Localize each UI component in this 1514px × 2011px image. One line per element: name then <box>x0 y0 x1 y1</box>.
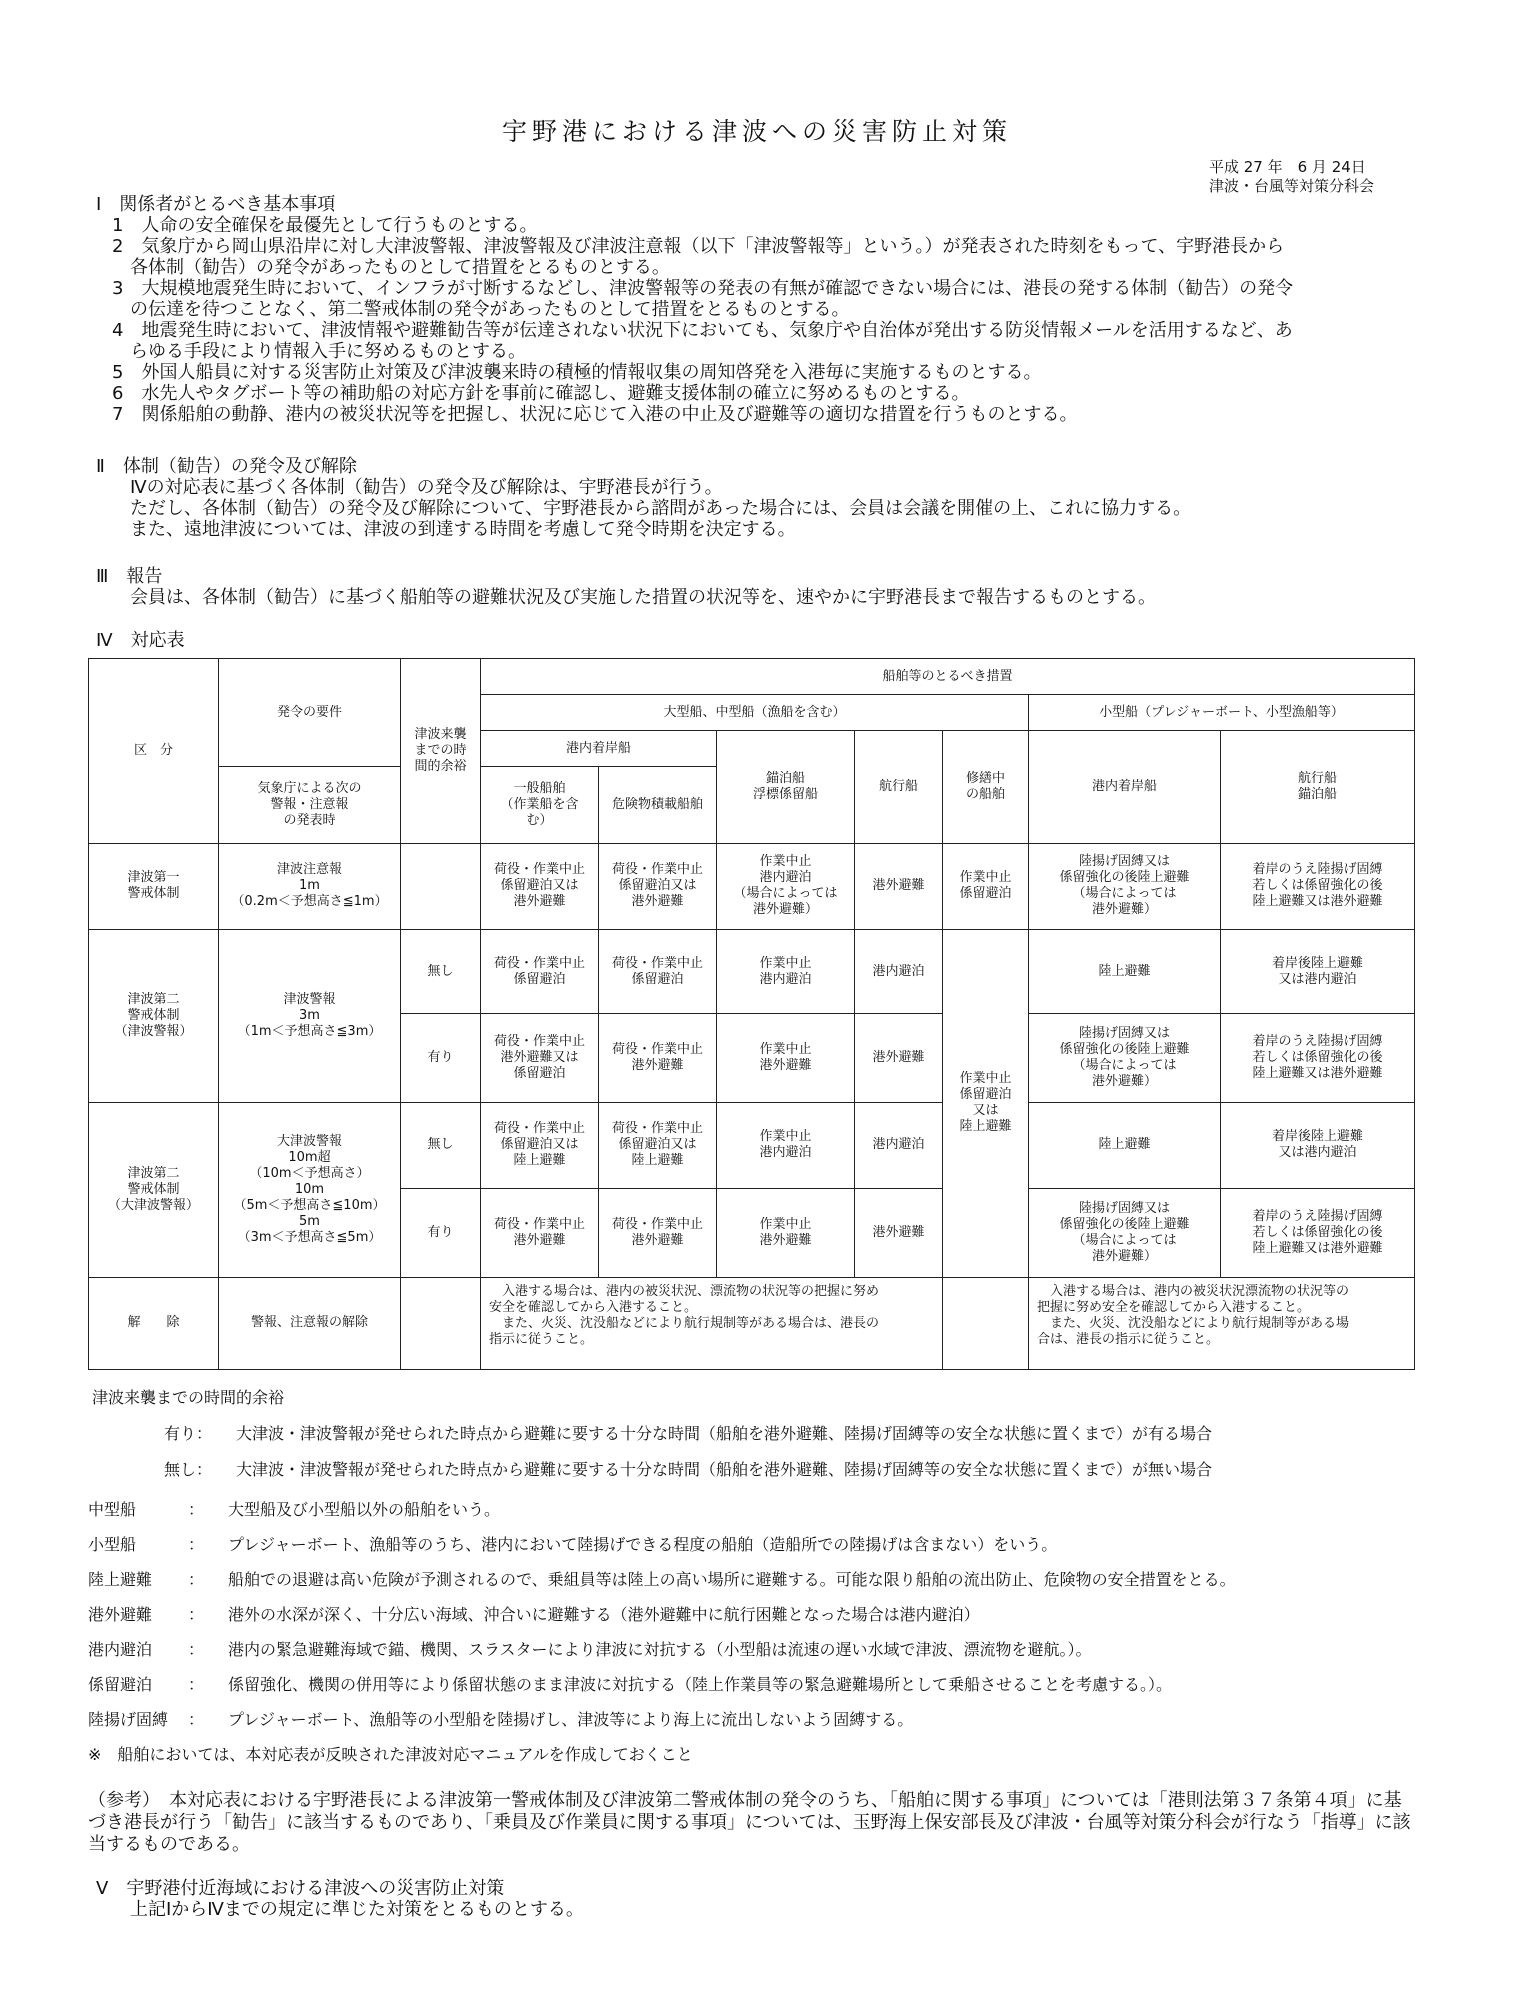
paragraph-line: また、遠地津波については、津波の到達する時間を考慮して発令時期を決定する。 <box>130 519 796 540</box>
row2a-yoyu: 無し <box>401 930 481 1014</box>
list-item: らゆる手段により情報入手に努めるものとする。 <box>112 341 526 362</box>
table-cell: 作業中止 港内避泊 （場合によっては 港外避難） <box>717 843 855 929</box>
list-item: 各体制（勧告）の発令があったものとして措置をとるものとする。 <box>112 257 670 278</box>
header-kiken: 危険物積載船舶 <box>599 767 717 843</box>
table-cell: 荷役・作業中止 係留避泊 <box>599 930 717 1014</box>
table-cell: 作業中止 港内避泊 <box>717 930 855 1014</box>
section-2 <box>96 456 1191 540</box>
definition-colon: ： <box>188 1605 205 1624</box>
definition-desc: プレジャーボート、漁船等のうち、港内において陸揚げできる程度の船舶（造船所での陸揚げは含まない）をいう。 <box>228 1535 1058 1554</box>
margin-ari <box>88 1424 1212 1444</box>
definition-desc: 大型船及び小型船以外の船舶をいう。 <box>228 1500 501 1519</box>
header-shuri: 修繕中 の船舶 <box>943 731 1029 843</box>
issuing-org: 津波・台風等対策分科会 <box>1208 177 1374 195</box>
definition-item <box>88 1710 1236 1745</box>
definition-item <box>88 1500 1236 1535</box>
response-table <box>88 658 1415 1370</box>
definition-term: 港内避泊 <box>88 1640 153 1659</box>
shuri-cell: 作業中止 係留避泊 又は 陸上避難 <box>943 930 1029 1277</box>
table-cell: 港内避泊 <box>855 930 943 1014</box>
issue-info <box>1209 158 1374 196</box>
margin-nashi-text: 大津波・津波警報が発せられた時点から避難に要する十分な時間（船舶を港外避難、陸揚げ固縛等の安全な状態に置くまで）が無い場合 <box>236 1460 1213 1479</box>
table-cell: 荷役・作業中止 係留避泊又は 陸上避難 <box>481 1102 599 1188</box>
table-cell: 荷役・作業中止 係留避泊又は 港外避難 <box>481 843 599 929</box>
definition-item <box>88 1535 1236 1570</box>
definition-desc: 係留強化、機関の併用等により係留状態のまま津波に対抗する（陸上作業員等の緊急避難場所として乗船させることを考慮する。）。 <box>228 1675 1173 1694</box>
header-kubun: 区 分 <box>89 659 219 844</box>
page-title: 宇野港における津波への災害防止対策 <box>501 117 1012 146</box>
section-5 <box>96 1878 584 1920</box>
section-5-heading: Ⅴ 宇野港付近海域における津波への災害防止対策 <box>96 1878 505 1899</box>
row1-youken: 津波注意報 1m （0.2m＜予想高さ≦1m） <box>219 843 401 929</box>
table-cell: 着岸のうえ陸揚げ固縛 若しくは係留強化の後 陸上避難又は港外避難 <box>1221 1014 1415 1102</box>
table-cell: 作業中止 係留避泊 <box>943 843 1029 929</box>
definition-term: 係留避泊 <box>88 1675 153 1694</box>
table-cell: 陸揚げ固縛又は 係留強化の後陸上避難 （場合によっては 港外避難） <box>1029 1189 1221 1277</box>
table-cell: 荷役・作業中止 港外避難 <box>599 1189 717 1277</box>
margin-nashi <box>88 1460 1212 1480</box>
time-margin-heading: 津波来襲までの時間的余裕 <box>92 1388 285 1407</box>
definition-term: 陸揚げ固縛 <box>88 1710 169 1729</box>
margin-ari-label: 有り： <box>164 1424 213 1443</box>
table-cell: 作業中止 港外避難 <box>717 1189 855 1277</box>
table-cell: 陸上避難 <box>1029 1102 1221 1188</box>
list-item: 5 外国人船員に対する災害防止対策及び津波襲来時の積極的情報収集の周知啓発を入港毎に実施するものとする。 <box>112 362 1042 383</box>
table-cell: 着岸のうえ陸揚げ固縛 若しくは係留強化の後 陸上避難又は港外避難 <box>1221 1189 1415 1277</box>
list-item: 7 関係船舶の動静、港内の被災状況等を把握し、状況に応じて入港の中止及び避難等の適切な措置を行うものとする。 <box>112 404 1078 425</box>
header-sochi: 船舶等のとるべき措置 <box>481 659 1415 695</box>
row2-youken: 津波警報 3m （1m＜予想高さ≦3m） <box>219 930 401 1103</box>
table-row <box>89 1277 1415 1369</box>
table-cell: 港外避難 <box>855 1189 943 1277</box>
row3-youken: 大津波警報 10m超 （10m＜予想高さ） 10m （5m＜予想高さ≦10m） 5m （3m＜予想高さ≦5m） <box>219 1102 401 1277</box>
definition-desc: 港外の水深が深く、十分広い海域、沖合いに避難する（港外避難中に航行困難となった場合は港内避泊） <box>228 1605 980 1624</box>
section-1-heading: Ⅰ 関係者がとるべき基本事項 <box>96 194 336 215</box>
table-cell: 港外避難 <box>855 1014 943 1102</box>
row3a-yoyu: 無し <box>401 1102 481 1188</box>
definition-item <box>88 1570 1236 1605</box>
table-cell: 荷役・作業中止 港外避難 <box>599 1014 717 1102</box>
definition-colon: ： <box>188 1535 205 1554</box>
table-cell: 陸揚げ固縛又は 係留強化の後陸上避難 （場合によっては 港外避難） <box>1029 1014 1221 1102</box>
reference-note: （参考） 本対応表における宇野港長による津波第一警戒体制及び津波第二警戒体制の発令のうち、「船舶に関する事項」については「港則法第３７条第４項」に基づき港長が行う「勧告」に該当するものであり、「乗員及び作業員に関する事項」については、玉野海上保安部長及び津波・台風等対策分科会が行なう「指導」に該当するものである。 <box>88 1790 1411 1855</box>
table-row <box>89 843 1415 929</box>
table-cell: 着岸後陸上避難 又は港内避泊 <box>1221 930 1415 1014</box>
definition-item <box>88 1605 1236 1640</box>
list-item: 4 地震発生時において、津波情報や避難勧告等が伝達されない状況下においても、気象庁や自治体が発出する防災情報メールを活用するなど、あ <box>112 320 1293 341</box>
table-cell: 陸上避難 <box>1029 930 1221 1014</box>
definition-colon: ： <box>188 1500 205 1519</box>
table-cell: 荷役・作業中止 係留避泊又は 陸上避難 <box>599 1102 717 1188</box>
definition-item <box>88 1675 1236 1710</box>
row1-yoyu <box>401 843 481 929</box>
paragraph-line: 上記ⅠからⅣまでの規定に準じた対策をとるものとする。 <box>130 1899 584 1920</box>
definition-colon: ： <box>188 1710 205 1729</box>
header-youken-sub: 気象庁による次の 警報・注意報 の発表時 <box>219 767 401 843</box>
table-row <box>89 1102 1415 1188</box>
table-cell: 荷役・作業中止 港外避難 <box>481 1189 599 1277</box>
header-kouko: 航行船 <box>855 731 943 843</box>
table-cell: 荷役・作業中止 係留避泊又は 港外避難 <box>599 843 717 929</box>
definition-term: 港外避難 <box>88 1605 153 1624</box>
definition-term: 小型船 <box>88 1535 137 1554</box>
definition-colon: ： <box>188 1675 205 1694</box>
section-1 <box>96 194 1293 425</box>
row3b-yoyu: 有り <box>401 1189 481 1277</box>
table-cell: 港内避泊 <box>855 1102 943 1188</box>
margin-nashi-label: 無し： <box>164 1460 213 1479</box>
paragraph-line: Ⅳの対応表に基づく各体制（勧告）の発令及び解除は、宇野港長が行う。 <box>130 477 723 498</box>
table-cell: 荷役・作業中止 港外避難又は 係留避泊 <box>481 1014 599 1102</box>
definition-desc: 船舶での退避は高い危険が予測されるので、乗組員等は陸上の高い場所に避難する。可能な限り船舶の流出防止、危険物の安全措置をとる。 <box>228 1570 1236 1589</box>
row4-yoyu <box>401 1277 481 1369</box>
row1-kubun: 津波第一 警戒体制 <box>89 843 219 929</box>
header-youken: 発令の要件 <box>219 659 401 767</box>
table-cell: 作業中止 港外避難 <box>717 1014 855 1102</box>
table-cell: 荷役・作業中止 係留避泊 <box>481 930 599 1014</box>
definition-term: 中型船 <box>88 1500 137 1519</box>
list-item: 1 人命の安全確保を最優先として行うものとする。 <box>112 215 538 236</box>
paragraph-line: 会員は、各体制（勧告）に基づく船舶等の避難状況及び実施した措置の状況等を、速やかに宇野港長まで報告するものとする。 <box>130 587 1156 608</box>
section-2-heading: Ⅱ 体制（勧告）の発令及び解除 <box>96 456 357 477</box>
table-cell: 着岸のうえ陸揚げ固縛 若しくは係留強化の後 陸上避難又は港外避難 <box>1221 843 1415 929</box>
paragraph-line: ただし、各体制（勧告）の発令及び解除について、宇野港長から諮問があった場合には、会員は会議を開催の上、これに協力する。 <box>130 498 1192 519</box>
release-note-large: 入港する場合は、港内の被災状況、漂流物の状況等の把握に努め 安全を確認してから入港すること。 また、火災、沈没船などにより航行規制等がある場合は、港長の 指示に従うこと。 <box>481 1277 943 1369</box>
row2-kubun: 津波第二 警戒体制 （津波警報） <box>89 930 219 1103</box>
row3-kubun: 津波第二 警戒体制 （大津波警報） <box>89 1102 219 1277</box>
table-row <box>89 930 1415 1014</box>
header-yoyu: 津波来襲 までの時 間的余裕 <box>401 659 481 844</box>
header-ogata: 大型船、中型船（漁船を含む） <box>481 695 1029 731</box>
table-cell: 港外避難 <box>855 843 943 929</box>
list-item: 6 水先人やタグボート等の補助船の対応方針を事前に確認し、避難支援体制の確立に努めるものとする。 <box>112 383 970 404</box>
table-cell: 着岸後陸上避難 又は港内避泊 <box>1221 1102 1415 1188</box>
issue-date: 平成 27 年 6 月 24日 <box>1208 158 1366 176</box>
row4-youken: 警報、注意報の解除 <box>219 1277 401 1369</box>
table-cell: 陸揚げ固縛又は 係留強化の後陸上避難 （場合によっては 港外避難） <box>1029 843 1221 929</box>
row2b-yoyu: 有り <box>401 1014 481 1102</box>
definitions-list <box>88 1500 1236 1780</box>
definition-term: 陸上避難 <box>88 1570 153 1589</box>
time-margin-notes <box>88 1388 1212 1480</box>
section-3-heading: Ⅲ 報告 <box>96 566 163 587</box>
definition-desc: 港内の緊急避難海域で錨、機関、スラスターにより津波に対抗する（小型船は流速の遅い水域で津波、漂流物を避航。）。 <box>228 1640 1092 1659</box>
table-cell: 作業中止 港内避泊 <box>717 1102 855 1188</box>
header-konai: 港内着岸船 <box>481 731 717 767</box>
row4-kubun: 解 除 <box>89 1277 219 1369</box>
section-4-heading: Ⅳ 対応表 <box>96 630 185 651</box>
release-note-small: 入港する場合は、港内の被災状況漂流物の状況等の 把握に努め安全を確認してから入港すること。 また、火災、沈没船などにより航行規制等がある場 合は、港長の指示に従うこと。 <box>1029 1277 1415 1369</box>
row4-shuri <box>943 1277 1029 1369</box>
list-item: の伝達を待つことなく、第二警戒体制の発令があったものとして措置をとるものとする。 <box>112 299 850 320</box>
section-3 <box>96 566 1156 608</box>
header-small-kouko: 航行船 錨泊船 <box>1221 731 1415 843</box>
list-item: 3 大規模地震発生時において、インフラが寸断するなどし、津波警報等の発表の有無が確認できない場合には、港長の発する体制（勧告）の発令 <box>112 278 1294 299</box>
definition-item <box>88 1640 1236 1675</box>
header-small-konai: 港内着岸船 <box>1029 731 1221 843</box>
definition-desc: プレジャーボート、漁船等の小型船を陸揚げし、津波等により海上に流出しないよう固縛する。 <box>228 1710 914 1729</box>
definition-colon: ： <box>188 1570 205 1589</box>
asterisk-note: ※ 船舶においては、本対応表が反映された津波対応マニュアルを作成しておくこと <box>88 1745 693 1764</box>
list-item: 2 気象庁から岡山県沿岸に対し大津波警報、津波警報及び津波注意報（以下「津波警報等」という。）が発表された時刻をもって、宇野港長から <box>112 236 1285 257</box>
definition-colon: ： <box>188 1640 205 1659</box>
header-byoheki: 錨泊船 浮標係留船 <box>717 731 855 843</box>
header-kogata: 小型船（プレジャーボート、小型漁船等） <box>1029 695 1415 731</box>
header-ippan: 一般船舶 （作業船を含 む） <box>481 767 599 843</box>
margin-ari-text: 大津波・津波警報が発せられた時点から避難に要する十分な時間（船舶を港外避難、陸揚げ固縛等の安全な状態に置くまで）が有る場合 <box>236 1424 1213 1443</box>
section-1-list <box>96 215 1293 425</box>
